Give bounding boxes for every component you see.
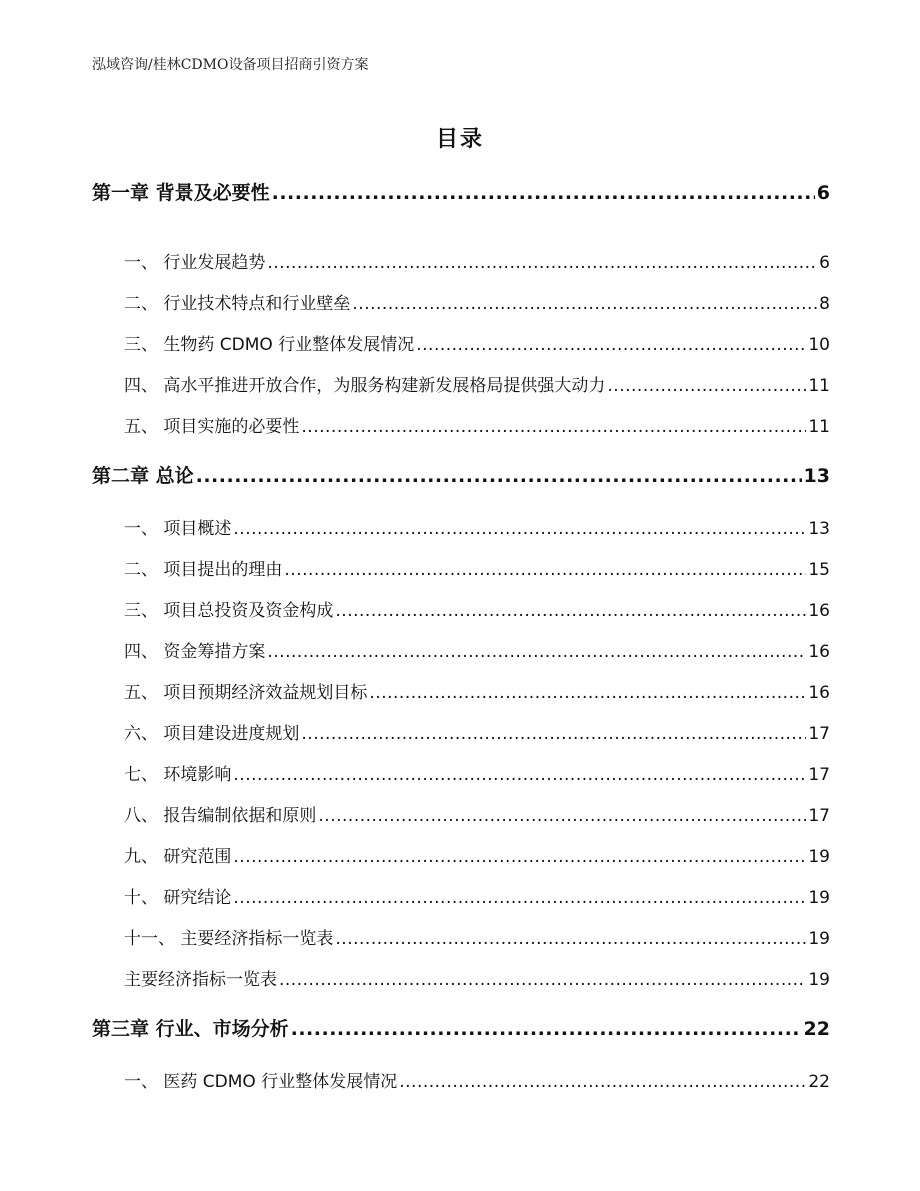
toc-entry-text: 五、 项目预期经济效益规划目标 (124, 683, 368, 703)
toc-page-number: 17 (808, 806, 830, 826)
toc-page-number: 19 (808, 970, 830, 990)
toc-page-number: 13 (803, 465, 830, 487)
toc-page-number: 16 (808, 683, 830, 703)
toc-entry-text: 四、 资金筹措方案 (124, 642, 266, 662)
toc-section[interactable] (92, 1067, 830, 1092)
toc-chapter-2[interactable] (92, 461, 830, 488)
toc-chapter-1[interactable] (92, 178, 830, 205)
toc-leader-dots (318, 806, 806, 826)
toc-leader-dots (267, 253, 817, 273)
toc-leader-dots (352, 294, 817, 314)
toc-section[interactable] (92, 760, 830, 785)
toc-page-number: 11 (808, 376, 830, 396)
toc-section[interactable] (92, 555, 830, 580)
toc-leader-dots (416, 335, 806, 355)
toc-leader-dots (233, 519, 806, 539)
toc-leader-dots (291, 1018, 802, 1040)
toc-page-number: 16 (808, 642, 830, 662)
toc-entry-text: 六、 项目建设进度规划 (124, 724, 300, 744)
toc-entry-text: 五、 项目实施的必要性 (124, 417, 300, 437)
toc-section[interactable] (92, 883, 830, 908)
toc-page-number: 10 (808, 335, 830, 355)
toc-section[interactable] (92, 289, 830, 314)
toc-entry-text: 主要经济指标一览表 (124, 970, 277, 990)
toc-page-number: 16 (808, 601, 830, 621)
toc-page-number: 6 (819, 253, 830, 273)
toc-entry-text: 三、 生物药 CDMO 行业整体发展情况 (124, 335, 415, 355)
toc-leader-dots (335, 929, 806, 949)
toc-entry-text: 二、 项目提出的理由 (124, 560, 283, 580)
toc-leader-dots (301, 417, 806, 437)
toc-page-number: 13 (808, 519, 830, 539)
toc-page-number: 11 (808, 417, 830, 437)
toc-section[interactable] (92, 801, 830, 826)
toc-section[interactable] (92, 514, 830, 539)
toc-page-number: 17 (808, 765, 830, 785)
toc-page-number: 6 (816, 182, 830, 204)
toc-leader-dots (301, 724, 806, 744)
toc-entry-text: 十、 研究结论 (124, 888, 232, 908)
toc-page-number: 15 (808, 560, 830, 580)
toc-leader-dots (335, 601, 806, 621)
toc-entry-text: 九、 研究范围 (124, 847, 232, 867)
toc-leader-dots (233, 888, 806, 908)
toc-leader-dots (267, 642, 806, 662)
toc-entry-text: 十一、 主要经济指标一览表 (124, 929, 334, 949)
toc-entry-text: 一、 医药 CDMO 行业整体发展情况 (124, 1072, 398, 1092)
page-title: 目录 (435, 127, 484, 152)
toc-entry-text: 一、 行业发展趋势 (124, 253, 266, 273)
toc-page-number: 17 (808, 724, 830, 744)
toc-leader-dots (233, 847, 806, 867)
toc-section[interactable] (92, 330, 830, 355)
toc-section[interactable] (92, 248, 830, 273)
toc-leader-dots (399, 1072, 806, 1092)
page-header: 泓域咨询/桂林CDMO设备项目招商引资方案 (92, 57, 369, 73)
toc-leader-dots (607, 376, 806, 396)
toc-leader-dots (196, 465, 802, 487)
toc-leader-dots (233, 765, 806, 785)
toc-page-number: 19 (808, 847, 830, 867)
toc-section[interactable] (92, 678, 830, 703)
toc-section[interactable] (92, 596, 830, 621)
toc-page-number: 22 (808, 1072, 830, 1092)
toc-section[interactable] (92, 412, 830, 437)
toc-entry-text: 二、 行业技术特点和行业壁垒 (124, 294, 351, 314)
toc-leader-dots (272, 182, 815, 204)
toc-leader-dots (369, 683, 806, 703)
toc-page-number: 19 (808, 888, 830, 908)
toc-entry-text: 第一章 背景及必要性 (92, 182, 270, 204)
toc-section[interactable] (92, 371, 830, 396)
toc-page-number: 8 (819, 294, 830, 314)
toc-entry-text: 一、 项目概述 (124, 519, 232, 539)
toc-entry-text: 八、 报告编制依据和原则 (124, 806, 317, 826)
toc-entry-text: 四、 高水平推进开放合作，为服务构建新发展格局提供强大动力 (124, 376, 606, 396)
toc-section[interactable] (92, 842, 830, 867)
toc-section[interactable] (92, 637, 830, 662)
toc-leader-dots (284, 560, 806, 580)
toc-page-number: 19 (808, 929, 830, 949)
toc-entry-text: 三、 项目总投资及资金构成 (124, 601, 334, 621)
toc-chapter-3[interactable] (92, 1014, 830, 1041)
toc-entry-text: 第二章 总论 (92, 465, 194, 487)
toc-section[interactable] (92, 924, 830, 949)
toc-leader-dots (279, 970, 806, 990)
toc-entry-text: 七、 环境影响 (124, 765, 232, 785)
toc-section[interactable] (92, 719, 830, 744)
toc-page-number: 22 (803, 1018, 830, 1040)
toc-section[interactable] (92, 965, 830, 990)
toc-entry-text: 第三章 行业、市场分析 (92, 1018, 289, 1040)
